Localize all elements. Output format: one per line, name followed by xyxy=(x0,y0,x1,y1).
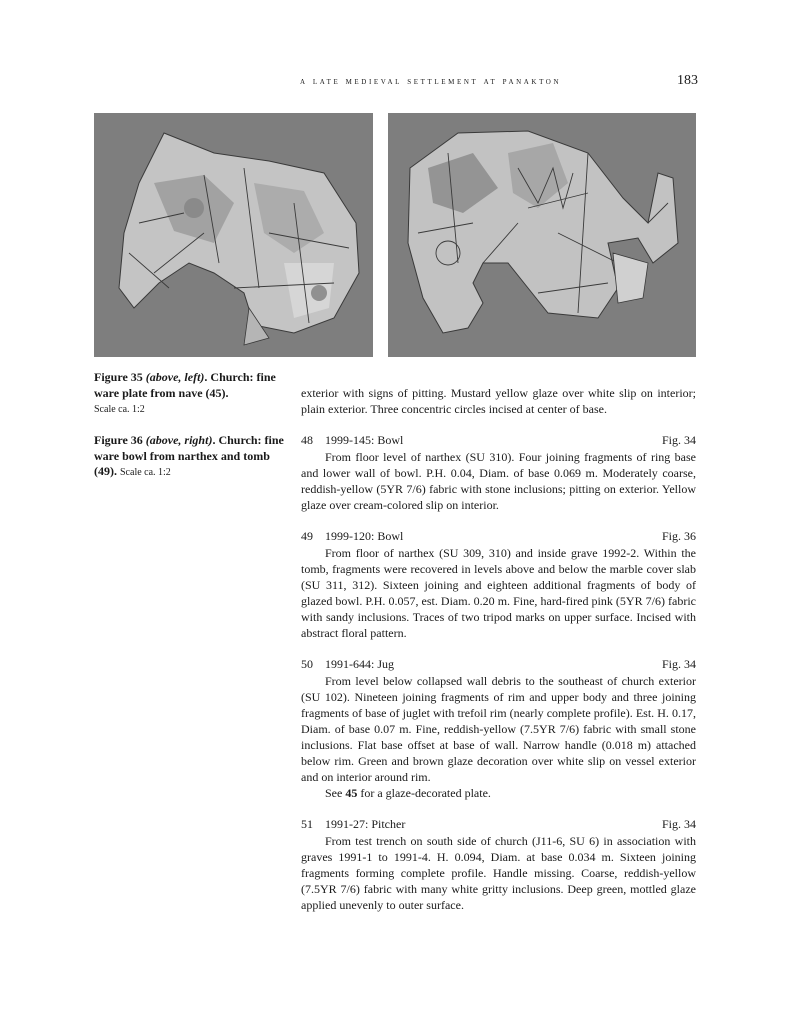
entry-heading xyxy=(301,816,696,832)
plate-fragments-image xyxy=(94,113,373,357)
entry-heading xyxy=(301,656,696,672)
figure-35-photo xyxy=(94,113,373,357)
entry-figure-ref: Fig. 34 xyxy=(661,433,696,447)
figure-36-scale: Scale ca. 1:2 xyxy=(120,467,171,478)
catalogue-column xyxy=(301,385,696,913)
entry-inventory: 1999-120: Bowl xyxy=(325,529,404,543)
continuation-paragraph: exterior with signs of pitting. Mustard yellow glaze over white slip on interior; plain exterior. Three concentric circles incised at center of base. xyxy=(301,386,696,416)
entry-number: 48 xyxy=(301,433,313,447)
entry-heading xyxy=(301,432,696,448)
entry-figure-ref: Fig. 34 xyxy=(661,657,696,671)
catalogue-entry-51 xyxy=(301,816,696,913)
entry-description: From level below collapsed wall debris to the southeast of church exterior (SU 102). Nineteen joining fragments of rim and upper body and three joining fragments of base of juglet with trefoil rim (nearly complete profile). Est. H. 0.17, Diam. of base 0.07 m. Fine, reddish-yellow (7.5YR 7/6) fabric with small stone inclusions. Flat base offset at base of wall. Narrow handle (0.018 m) attached below rim. Green and brown glaze decoration over white slip on vessel exterior and on interior around rim. xyxy=(301,674,696,784)
figure-35-scale: Scale ca. 1:2 xyxy=(94,404,145,415)
entry-inventory: 1991-27: Pitcher xyxy=(325,817,406,831)
entry-number: 49 xyxy=(301,529,313,543)
running-head: a late medieval settlement at panakton xyxy=(300,76,562,87)
figure-36-caption xyxy=(94,433,294,481)
figure-36-photo xyxy=(388,113,696,357)
catalogue-entry-50 xyxy=(301,656,696,801)
catalogue-entry-48 xyxy=(301,432,696,513)
entry-figure-ref: Fig. 36 xyxy=(661,529,696,543)
entry-inventory: 1999-145: Bowl xyxy=(325,433,404,447)
page-number: 183 xyxy=(677,73,698,88)
entry-inventory: 1991-644: Jug xyxy=(325,657,394,671)
figure-36-title: Figure 36 (above, right). Church: fine ware bowl from narthex and tomb (49). xyxy=(94,433,284,478)
catalogue-entry-49 xyxy=(301,528,696,641)
entry-number: 51 xyxy=(301,817,313,831)
entry-number: 50 xyxy=(301,657,313,671)
figure-35-caption xyxy=(94,370,294,418)
entry-description: From test trench on south side of church (J11-6, SU 6) in association with graves 1991-1 to 1991-4. H. 0.094, Diam. at base 0.034 m. Sixteen joining fragments forming complete profile. Handle missing. Coarse, reddish-yellow (7.5YR 7/6) fabric with many white gritty inclusions. Deep green, mottled glaze applied unevenly to outer surface. xyxy=(301,834,696,912)
entry-description: From floor level of narthex (SU 310). Four joining fragments of ring base and lower wall of bowl. P.H. 0.04, Diam. of base 0.069 m. Moderately coarse, reddish-yellow (5YR 7/6) fabric with stone inclusions; pitting on exterior. Yellow glaze over cream-colored slip on interior. xyxy=(301,450,696,512)
entry-figure-ref: Fig. 34 xyxy=(661,817,696,831)
figure-35-title: Figure 35 (above, left). Church: fine ware plate from nave (45). xyxy=(94,370,276,400)
entry-heading xyxy=(301,528,696,544)
entry-description: From floor of narthex (SU 309, 310) and inside grave 1992-2. Within the tomb, fragments were recovered in levels above and below the marble cover slab (SU 311, 312). Sixteen joining and eighteen additional fragments of body of glazed bowl. P.H. 0.057, est. Diam. 0.20 m. Fine, hard-fired pink (5YR 7/6) fabric with sandy inclusions. Traces of two tripod marks on upper surface. Incised with abstract floral pattern. xyxy=(301,546,696,640)
bowl-fragments-image xyxy=(388,113,696,357)
entry-cross-reference: See 45 for a glaze-decorated plate. xyxy=(325,786,491,800)
